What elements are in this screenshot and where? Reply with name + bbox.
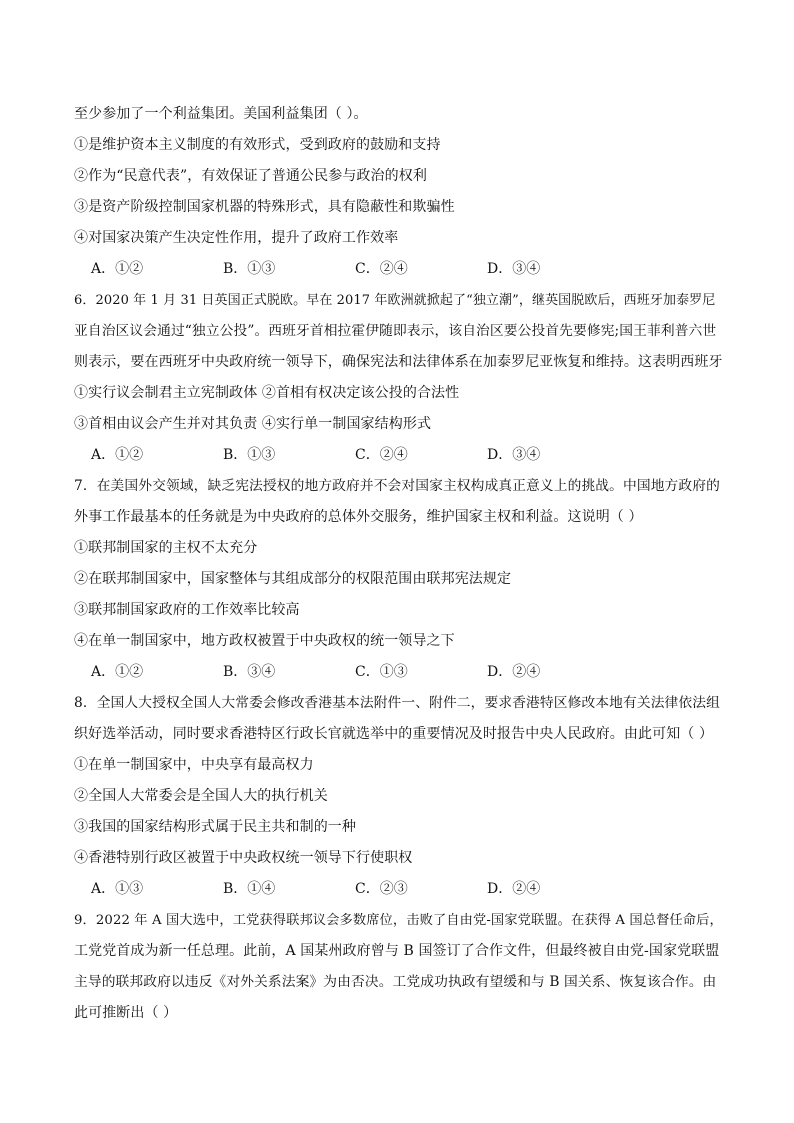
stem-line: 亚自治区议会通过“独立公投”。西班牙首相拉霍伊随即表示，该自治区要公投首先要修宪;国王菲利普六世 xyxy=(74,323,717,339)
statement: ④在单一制国家中，地方政权被置于中央政权的统一领导之下 xyxy=(74,633,455,649)
option-d: D．②④ xyxy=(487,881,541,897)
option-d: D．③④ xyxy=(487,261,541,277)
options-row xyxy=(74,440,724,471)
stem-line: 外事工作最基本的任务就是为中央政府的总体外交服务，维护国家主权和利益。这说明（ ） xyxy=(74,509,643,525)
stem-line: 主导的联邦政府以违反《对外关系法案》为由否决。工党成功执政有望缓和与 B 国关系、恢复该合作。由 xyxy=(74,974,717,990)
option-c: C．②③ xyxy=(355,881,408,897)
stem-line: 6．2020 年 1 月 31 日英国正式脱欧。早在 2017 年欧洲就掀起了“独立潮”，继英国脱欧后，西班牙加泰罗尼 xyxy=(74,293,716,308)
statement: ③首相由议会产生并对其负责 ④实行单一制国家结构形式 xyxy=(74,416,432,432)
option-d: D．③④ xyxy=(487,447,541,463)
option-c: C．②④ xyxy=(355,261,408,277)
option-c: C．①③ xyxy=(355,664,408,680)
stem-line: 织好选举活动，同时要求香港特区行政长官就选举中的重要情况及时报告中央人民政府。由此可知（ ） xyxy=(74,726,714,742)
options-row xyxy=(74,874,724,905)
statement: ④对国家决策产生决定性作用，提升了政府工作效率 xyxy=(74,230,399,246)
option-b: B．①③ xyxy=(223,447,276,463)
option-b: B．③④ xyxy=(223,664,276,680)
question-7 xyxy=(74,471,724,688)
statement: ①联邦制国家的主权不太充分 xyxy=(74,540,258,556)
statement: ①是维护资本主义制度的有效形式，受到政府的鼓励和支持 xyxy=(74,137,441,153)
statement: ①在单一制国家中，中央享有最高权力 xyxy=(74,757,314,773)
question-6 xyxy=(74,285,724,471)
question-5-statements xyxy=(74,130,724,254)
statement: ③我国的国家结构形式属于民主共和制的一种 xyxy=(74,819,356,835)
options-row xyxy=(74,657,724,688)
statement: ②全国人大常委会是全国人大的执行机关 xyxy=(74,788,328,804)
stem-line: 8．全国人大授权全国人大常委会修改香港基本法附件一、附件二，要求香港特区修改本地有关法律依法组 xyxy=(74,695,720,711)
stem-line: 7．在美国外交领域，缺乏宪法授权的地方政府并不会对国家主权构成真正意义上的挑战。中国地方政府的 xyxy=(74,478,720,494)
question-5-stem-tail: 至少参加了一个利益集团。美国利益集团（ ）。 xyxy=(74,106,368,122)
stem-line: 9．2022 年 A 国大选中，工党获得联邦议会多数席位，击败了自由党-国家党联盟。在获得 A 国总督任命后， xyxy=(74,913,723,928)
option-a: A．①② xyxy=(91,261,144,277)
statement: ②作为“民意代表”，有效保证了普通公民参与政治的权利 xyxy=(74,168,427,184)
option-b: B．①④ xyxy=(223,881,276,897)
option-b: B．①③ xyxy=(223,261,276,277)
statement: ③是资产阶级控制国家机器的特殊形式，具有隐蔽性和欺骗性 xyxy=(74,199,455,215)
statement: ③联邦制国家政府的工作效率比较高 xyxy=(74,602,300,618)
statement: ④香港特别行政区被置于中央政权统一领导下行使职权 xyxy=(74,850,413,866)
option-d: D．②④ xyxy=(487,664,541,680)
stem-line: 此可推断出（ ） xyxy=(74,1005,178,1021)
stem-line: 则表示，要在西班牙中央政府统一领导下，确保宪法和法律体系在加泰罗尼亚恢复和维持。这表明西班牙 xyxy=(74,354,723,370)
statement: ①实行议会制君主立宪制政体 ②首相有权决定该公投的合法性 xyxy=(74,385,460,401)
option-c: C．②④ xyxy=(355,447,408,463)
question-8 xyxy=(74,688,724,905)
question-9 xyxy=(74,905,724,1029)
question-5-options xyxy=(74,254,724,285)
statement: ②在联邦制国家中，国家整体与其组成部分的权限范围由联邦宪法规定 xyxy=(74,571,512,587)
option-a: A．①③ xyxy=(91,881,144,897)
option-a: A．①② xyxy=(91,664,144,680)
question-list xyxy=(74,99,724,1029)
stem-line: 工党党首成为新一任总理。此前，A 国某州政府曾与 B 国签订了合作文件，但最终被自由党-国家党联盟 xyxy=(74,943,720,959)
option-a: A．①② xyxy=(91,447,144,463)
